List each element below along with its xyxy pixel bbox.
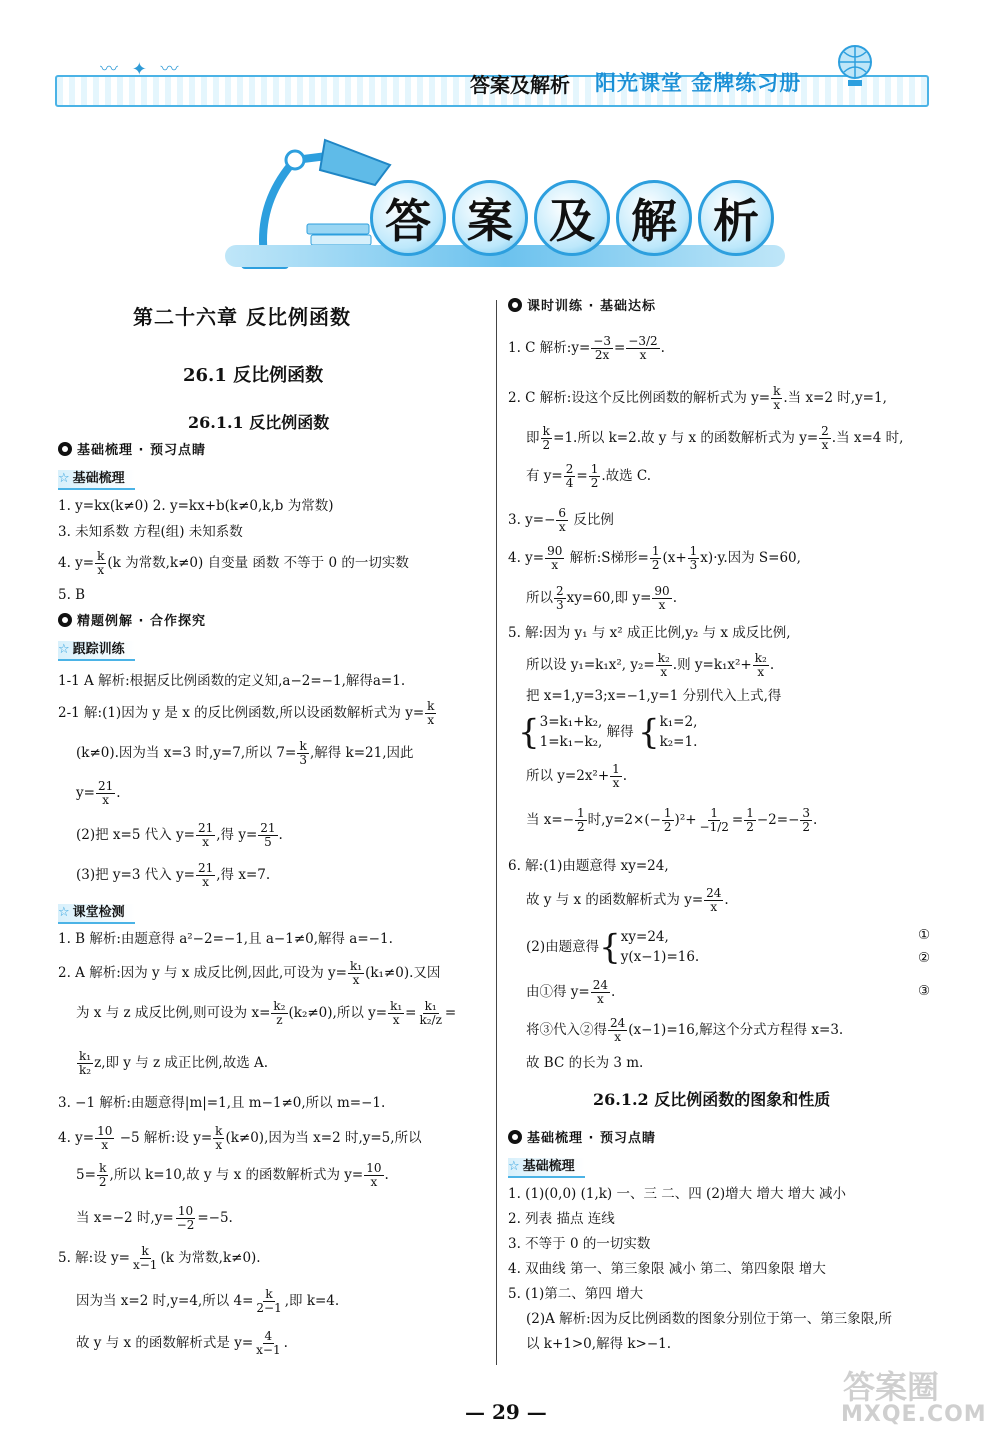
- globe-icon: [830, 40, 880, 90]
- answer-line: 故 y 与 x 的函数解析式为 y= $\frac{24}{x}$ .: [526, 886, 729, 915]
- section-heading: 精题例解 · 合作探究: [58, 613, 206, 630]
- birds-icon: 〰 ✦ 〰: [100, 59, 183, 80]
- section-heading: 课时训练 · 基础达标: [508, 298, 656, 315]
- answer-line: 4. 双曲线 第一、第三象限 减小 第二、第四象限 增大: [508, 1261, 826, 1277]
- answer-line: 5. B: [58, 587, 86, 603]
- star-icon: ☆: [58, 905, 70, 920]
- answer-line: 有 y= $\frac{2}{4}$ = $\frac{1}{2}$ .故选 C.: [526, 462, 652, 491]
- section-title: 26.1 反比例函数: [183, 365, 324, 386]
- answer-line: (3)把 y=3 代入 y= $\frac{21}{x}$ ,得 x=7.: [76, 861, 271, 890]
- answer-line: 当 x=− $\frac{1}{2}$ 时,y=2×(− $\frac{1}{2}$ )²+ $\frac{1}{-1/2}$ = $\frac{1}{2}$ −2=− $\frac{3}{2}$ .: [526, 806, 818, 835]
- answer-line: 1-1 A 解析:根据反比例函数的定义知,a−2=−1,解得a=1.: [58, 673, 406, 689]
- sub-heading: ☆ 基础梳理: [508, 1158, 585, 1178]
- answer-line: 5. 解:因为 y₁ 与 x² 成正比例,y₂ 与 x 成反比例,: [508, 625, 791, 641]
- equation-number: ①: [918, 927, 931, 943]
- answer-line: 5. (1)第二、第四 增大: [508, 1286, 644, 1302]
- answer-line: 5. 解:设 y= $\frac{k}{x-1}$ (k 为常数,k≠0).: [58, 1244, 261, 1273]
- answer-line: (k≠0).因为当 x=3 时,y=7,所以 7= $\frac{k}{3}$ ,解得 k=21,因此: [76, 739, 414, 768]
- answer-line: 6. 解:(1)由题意得 xy=24,: [508, 858, 669, 874]
- chapter-title: 第二十六章 反比例函数: [133, 305, 351, 329]
- answer-line: 故 BC 的长为 3 m.: [526, 1055, 644, 1071]
- answer-line: 3. 未知系数 方程(组) 未知系数: [58, 524, 243, 540]
- target-icon: [58, 442, 72, 456]
- banner-char: 析: [698, 180, 774, 256]
- answer-line: 2. C 解析:设这个反比例函数的解析式为 y= $\frac{k}{x}$ .当 x=2 时,y=1,: [508, 384, 887, 413]
- sub-heading: ☆ 课堂检测: [58, 904, 135, 924]
- answer-line: 1. y=kx(k≠0) 2. y=kx+b(k≠0,k,b 为常数): [58, 498, 334, 514]
- answer-line: 3. 不等于 0 的一切实数: [508, 1236, 651, 1252]
- answer-line: 当 x=−2 时,y= $\frac{10}{-2}$ =−5.: [76, 1204, 233, 1233]
- target-icon: [58, 613, 72, 627]
- answer-line: y= $\frac{21}{x}$ .: [76, 779, 121, 808]
- target-icon: [508, 298, 522, 312]
- banner-title: [370, 180, 774, 256]
- target-icon: [508, 1130, 522, 1144]
- equation-number: ②: [918, 950, 931, 966]
- star-icon: ☆: [58, 471, 70, 486]
- subsection-title: 26.1.2 反比例函数的图象和性质: [593, 1090, 831, 1109]
- watermark-url: MXQE.COM: [841, 1402, 987, 1427]
- answer-line: (2)由题意得{ xy=24, y(x−1)=16.: [526, 927, 700, 968]
- answer-line: $\frac{\text{k₁}}{\text{k₂}}$ z,即 y 与 z 成正比例,故选 A.: [79, 1049, 269, 1078]
- sub-heading: ☆ 跟踪训练: [58, 641, 135, 661]
- answer-line: 4. y= $\frac{10}{x}$ −5 解析:设 y= $\frac{k}{x}$ (k≠0),因为当 x=2 时,y=5,所以: [58, 1124, 422, 1153]
- answer-line: 1. C 解析:y= $\frac{-3}{2x}$ = $\frac{-3/2}{x}$ .: [508, 334, 665, 363]
- answer-line: 3. y=− $\frac{6}{x}$ 反比例: [508, 506, 614, 535]
- answer-line: 故 y 与 x 的函数解析式是 y= $\frac{4}{x-1}$ .: [76, 1329, 288, 1358]
- banner-char: 解: [616, 180, 692, 256]
- header-title: 答案及解析: [470, 73, 570, 97]
- page-header: [40, 55, 940, 105]
- answer-line: 4. y= $\frac{k}{x}$ (k 为常数,k≠0) 自变量 函数 不等于 0 的一切实数: [58, 549, 409, 578]
- banner-char: 案: [452, 180, 528, 256]
- answer-line: 2. A 解析:因为 y 与 x 成反比例,因此,可设为 y= $\frac{\text{k₁}}{x}$ (k₁≠0).又因: [58, 959, 441, 988]
- answer-line: 所以设 y₁=k₁x², y₂= $\frac{\text{k₂}}{x}$ .则 y=k₁x²+ $\frac{\text{k₂}}{x}$ .: [526, 651, 775, 680]
- answer-line: (2)把 x=5 代入 y= $\frac{21}{x}$ ,得 y= $\frac{21}{5}$ .: [76, 821, 283, 850]
- answer-banner: [225, 125, 785, 295]
- answer-line: 所以 y=2x²+ $\frac{1}{x}$ .: [526, 762, 628, 791]
- answer-line: { 3=k₁+k₂, 1=k₁−k₂, 解得 { k₁=2, k₂=1.: [518, 712, 698, 753]
- answer-line: 因为当 x=2 时,y=4,所以 4= $\frac{k}{2-1}$ ,即 k=4.: [76, 1287, 340, 1316]
- answer-line: 2. 列表 描点 连线: [508, 1211, 615, 1227]
- answer-line: 即 $\frac{k}{2}$ =1.所以 k=2.故 y 与 x 的函数解析式为 y= $\frac{2}{x}$ .当 x=4 时,: [526, 424, 904, 453]
- answer-line: 由①得 y= $\frac{24}{x}$ .: [526, 978, 616, 1007]
- answer-line: 所以 $\frac{2}{3}$ xy=60,即 y= $\frac{90}{x}$ .: [526, 584, 677, 613]
- section-heading: 基础梳理 · 预习点睛: [58, 442, 206, 459]
- equation-number: ③: [918, 983, 931, 999]
- column-divider: [496, 300, 497, 1365]
- banner-char: 答: [370, 180, 446, 256]
- banner-char: 及: [534, 180, 610, 256]
- answer-line: 为 x 与 z 成反比例,则可设为 x= $\frac{\text{k₂}}{z}$ (k₂≠0),所以 y= $\frac{\text{k₁}}{x}$ = $\frac{\text{k₁}}{\text{k₂/z}}$ =: [76, 999, 457, 1028]
- answer-line: (2)A 解析:因为反比例函数的图象分别位于第一、第三象限,所: [526, 1311, 893, 1327]
- section-heading: 基础梳理 · 预习点睛: [508, 1130, 656, 1147]
- answer-line: 把 x=1,y=3;x=−1,y=1 分别代入上式,得: [526, 688, 782, 704]
- answer-line: 1. (1)(0,0) (1,k) 一、三 二、四 (2)增大 增大 增大 减小: [508, 1186, 847, 1202]
- answer-line: 3. −1 解析:由题意得|m|=1,且 m−1≠0,所以 m=−1.: [58, 1095, 386, 1111]
- star-icon: ☆: [58, 642, 70, 657]
- star-icon: ☆: [508, 1159, 520, 1174]
- watermark-logo: 答案圈: [843, 1368, 940, 1406]
- page-number: — 29 —: [465, 1400, 547, 1424]
- answer-line: 将③代入②得 $\frac{24}{x}$ (x−1)=16,解这个分式方程得 x=3.: [526, 1016, 844, 1045]
- sub-heading: ☆ 基础梳理: [58, 470, 135, 490]
- answer-line: 4. y= $\frac{90}{x}$ 解析:S梯形= $\frac{1}{2}$ (x+ $\frac{1}{3}$ x)·y.因为 S=60,: [508, 544, 801, 573]
- watermark: [835, 1362, 985, 1432]
- subsection-title: 26.1.1 反比例函数: [188, 413, 330, 432]
- answer-line: 2-1 解:(1)因为 y 是 x 的反比例函数,所以设函数解析式为 y= $\frac{k}{x}$: [58, 699, 435, 728]
- answer-line: 以 k+1>0,解得 k>−1.: [526, 1336, 672, 1352]
- header-series: 阳光课堂 金牌练习册: [595, 70, 802, 95]
- answer-line: 1. B 解析:由题意得 a²−2=−1,且 a−1≠0,解得 a=−1.: [58, 931, 393, 947]
- answer-line: 5= $\frac{k}{2}$ ,所以 k=10,故 y 与 x 的函数解析式为 y= $\frac{10}{x}$ .: [76, 1161, 389, 1190]
